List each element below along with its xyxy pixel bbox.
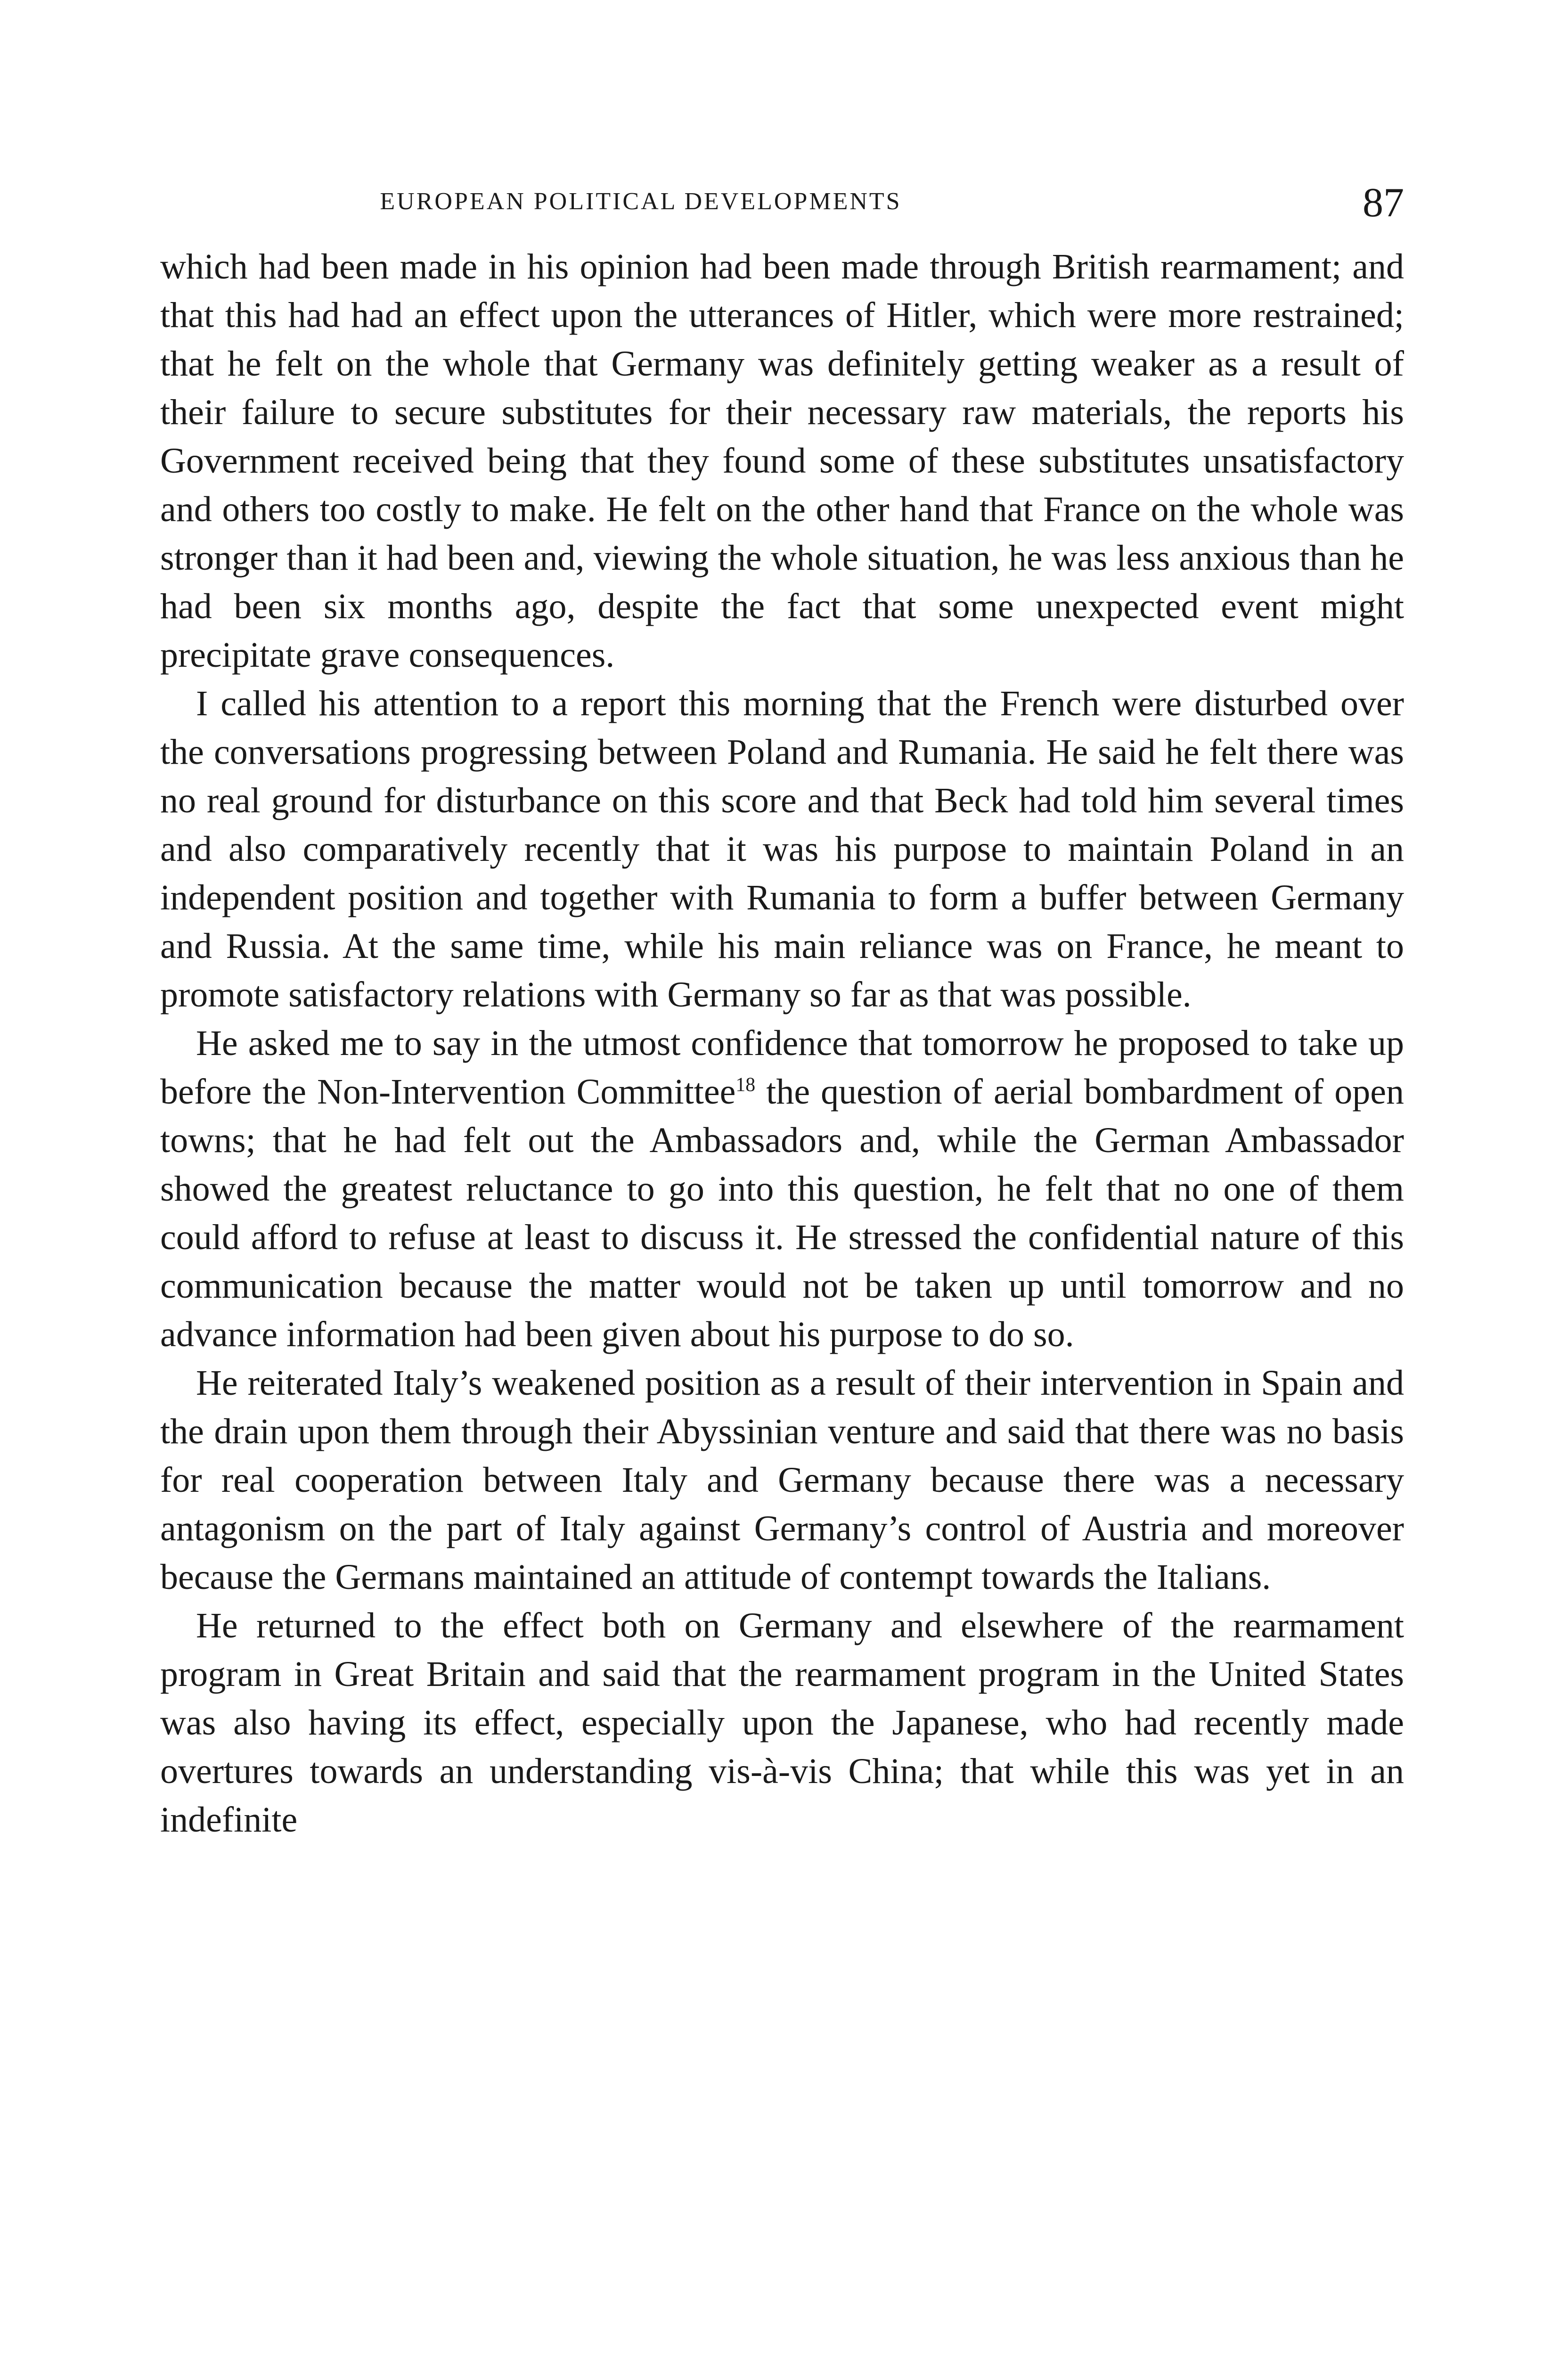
footnote-reference: 18 [735,1074,756,1096]
page-number: 87 [1363,180,1404,226]
running-head [160,179,1404,231]
body-text [160,243,1404,1844]
paragraph-5: He returned to the effect both on Germany and elsewhere of the rearmament program in Great Britain and said that the rearmament program in the United States was also having its effect, especially upon the Japanese, who had recently made overtures towards an understanding vis-à-vis China; that while this was yet in an indefinite [160,1606,1404,1840]
paragraph-3-text-b: the question of aerial bombardment of open towns; that he had felt out the Ambassadors and, while the German Ambassador showed the greatest reluctance to go into this question, he felt that no one of them could afford to refuse at least to discuss it. He stressed the confidential nature of this communication because the matter would not be taken up until tomorrow and no advance information had been given about his purpose to do so. [160,1072,1404,1354]
paragraph-3 [160,1019,1404,1359]
document-page [160,0,1404,2356]
running-title: EUROPEAN POLITICAL DEVELOPMENTS [380,188,902,215]
paragraph-2: I called his attention to a report this morning that the French were disturbed over the conversations progressing between Poland and Rumania. He said he felt there was no real ground for disturbance on this score and that Beck had told him several times and also comparatively recently that it was his purpose to maintain Poland in an independent position and together with Rumania to form a buffer between Germany and Russia. At the same time, while his main reliance was on France, he meant to promote satisfactory relations with Germany so far as that was possible. [160,684,1404,1014]
paragraph-4: He reiterated Italy’s weakened position as a result of their intervention in Spain and the drain upon them through their Abyssinian venture and said that there was no basis for real cooperation between Italy and Germany because there was a necessary antagonism on the part of Italy against Germany’s control of Austria and moreover because the Germans maintained an attitude of contempt towards the Italians. [160,1363,1404,1597]
paragraph-1: which had been made in his opinion had been made through British rearmament; and that this had had an effect upon the utterances of Hitler, which were more restrained; that he felt on the whole that Germany was definitely getting weaker as a result of their failure to secure substitutes for their necessary raw materials, the reports his Government received being that they found some of these substitutes unsatisfactory and others too costly to make. He felt on the other hand that France on the whole was stronger than it had been and, viewing the whole situation, he was less anxious than he had been six months ago, despite the fact that some unexpected event might precipitate grave consequences. [160,247,1404,675]
paragraph-3-text-a: He asked me to say in the utmost confidence that tomorrow he proposed to take up before the Non-Intervention Committee [160,1023,1404,1112]
